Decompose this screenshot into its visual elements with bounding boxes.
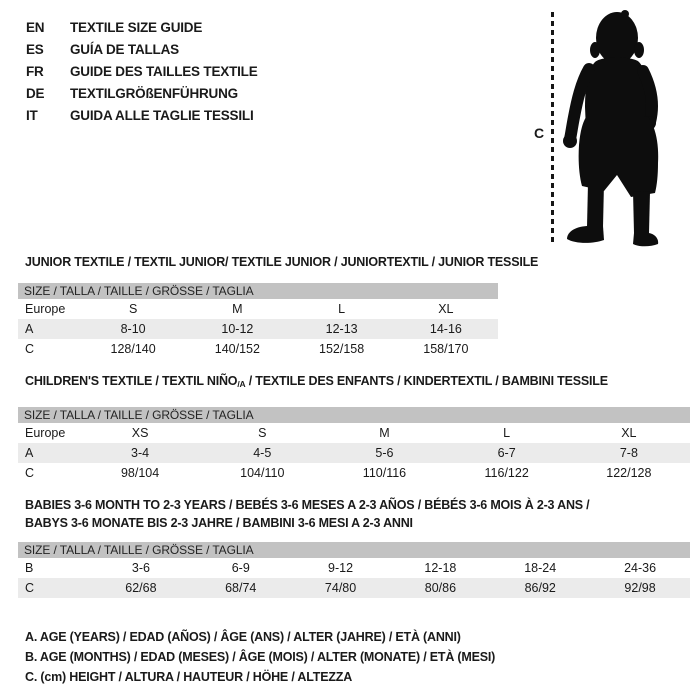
size-header: SIZE / TALLA / TAILLE / GRÖSSE / TAGLIA: [18, 283, 498, 299]
table-row: [18, 558, 690, 578]
junior-textile-section: [18, 255, 539, 359]
childrens-size-table: [18, 407, 690, 483]
table-cell: S: [258, 426, 267, 440]
table-cell: 5-6: [375, 446, 394, 460]
size-header: SIZE / TALLA / TAILLE / GRÖSSE / TAGLIA: [18, 542, 690, 558]
size-header: SIZE / TALLA / TAILLE / GRÖSSE / TAGLIA: [18, 407, 690, 423]
babies-title-line2: BABYS 3-6 MONATE BIS 2-3 JAHRE / BAMBINI 3-6 MESI A 2-3 ANNI: [25, 516, 413, 530]
table-cell: 110/116: [362, 466, 407, 480]
table-cell: 62/68: [125, 581, 157, 595]
table-row: [18, 423, 690, 443]
table-cell: 116/122: [484, 466, 529, 480]
table-cell: 140/152: [214, 342, 260, 356]
table-row: [18, 339, 498, 359]
table-cell: 158/170: [423, 342, 469, 356]
toddler-silhouette-icon: [555, 5, 700, 250]
legend-line-a: A. AGE (YEARS) / EDAD (AÑOS) / ÂGE (ANS) / ALTER (JAHRE) / ETÀ (ANNI): [25, 630, 461, 644]
language-code: EN: [26, 20, 45, 35]
table-cell: 7-8: [619, 446, 638, 460]
table-cell: 24-36: [624, 561, 657, 575]
title-subscript: /A: [237, 379, 246, 389]
size-header-row: [18, 542, 690, 558]
table-cell: 74/80: [324, 581, 357, 595]
row-label: C: [25, 342, 35, 356]
row-label: Europe: [25, 302, 66, 316]
language-label: TEXTILGRÖßENFÜHRUNG: [70, 86, 238, 101]
language-row: [26, 86, 258, 108]
language-code: DE: [26, 86, 45, 101]
table-row: [18, 463, 690, 483]
table-cell: 104/110: [240, 466, 285, 480]
language-code: ES: [26, 42, 44, 57]
table-cell: 80/86: [424, 581, 457, 595]
title-text: CHILDREN'S TEXTILE / TEXTIL NIÑO: [25, 374, 238, 388]
table-cell: 14-16: [429, 322, 462, 336]
table-cell: S: [128, 302, 138, 316]
table-cell: M: [379, 426, 390, 440]
table-cell: 68/74: [225, 581, 257, 595]
childrens-textile-section: [18, 374, 690, 483]
table-cell: 86/92: [524, 581, 556, 595]
table-cell: 12-13: [325, 322, 358, 336]
row-label: A: [25, 322, 34, 336]
table-cell: 8-10: [120, 322, 146, 336]
language-row: [26, 20, 258, 42]
language-code: IT: [26, 108, 38, 123]
table-cell: 3-6: [131, 561, 150, 575]
table-cell: 6-7: [497, 446, 516, 460]
language-row: [26, 42, 258, 64]
language-code: FR: [26, 64, 44, 79]
table-cell: L: [338, 302, 346, 316]
row-label: Europe: [25, 426, 66, 440]
legend-line-b: B. AGE (MONTHS) / EDAD (MESES) / ÂGE (MOIS) / ALTER (MONATE) / ETÀ (MESI): [25, 650, 496, 664]
babies-title-line1: BABIES 3-6 MONTH TO 2-3 YEARS / BEBÉS 3-6 MESES A 2-3 AÑOS / BÉBÉS 3-6 MOIS À 2-3 ANS /: [25, 498, 590, 512]
table-cell: XL: [621, 426, 637, 440]
junior-size-table: [18, 283, 498, 359]
table-cell: XL: [438, 302, 454, 316]
table-cell: 9-12: [328, 561, 354, 575]
table-cell: 98/104: [120, 466, 160, 480]
table-row: [18, 299, 498, 319]
table-cell: XS: [131, 426, 149, 440]
table-cell: 6-9: [231, 561, 250, 575]
size-header-row: [18, 283, 498, 299]
row-label: C: [25, 466, 35, 480]
table-cell: 12-18: [424, 561, 457, 575]
table-row: [18, 319, 498, 339]
language-label: GUIDA ALLE TAGLIE TESSILI: [70, 108, 254, 123]
table-cell: L: [503, 426, 511, 440]
table-row: [18, 443, 690, 463]
legend: [25, 627, 495, 687]
language-row: [26, 64, 258, 86]
table-cell: 92/98: [624, 581, 656, 595]
table-row: [18, 578, 690, 598]
junior-section-title: JUNIOR TEXTILE / TEXTIL JUNIOR/ TEXTILE JUNIOR / JUNIORTEXTIL / JUNIOR TESSILE: [25, 255, 539, 269]
language-label: TEXTILE SIZE GUIDE: [70, 20, 203, 35]
language-label: GUIDE DES TAILLES TEXTILE: [70, 64, 258, 79]
height-measure-label: C: [534, 125, 545, 141]
table-cell: 3-4: [131, 446, 150, 460]
language-row: [26, 108, 258, 130]
babies-section-title: [18, 496, 690, 532]
height-measure-line: [551, 12, 554, 242]
row-label: B: [25, 561, 34, 575]
legend-line-c: C. (cm) HEIGHT / ALTURA / HAUTEUR / HÖHE / ALTEZZA: [25, 670, 353, 684]
table-cell: 18-24: [524, 561, 557, 575]
babies-size-table: [18, 542, 690, 598]
size-header-row: [18, 407, 690, 423]
table-cell: 4-5: [253, 446, 272, 460]
language-label: GUÍA DE TALLAS: [70, 42, 179, 57]
row-label: A: [25, 446, 34, 460]
table-cell: 122/128: [606, 466, 652, 480]
table-cell: 10-12: [221, 322, 254, 336]
table-cell: M: [232, 302, 243, 316]
babies-textile-section: [18, 496, 690, 598]
childrens-section-title: [18, 374, 690, 391]
language-list: [26, 20, 258, 130]
row-label: C: [25, 581, 35, 595]
table-cell: 152/158: [319, 342, 365, 356]
title-text: / TEXTILE DES ENFANTS / KINDERTEXTIL / BAMBINI TESSILE: [245, 374, 608, 388]
table-cell: 128/140: [110, 342, 156, 356]
